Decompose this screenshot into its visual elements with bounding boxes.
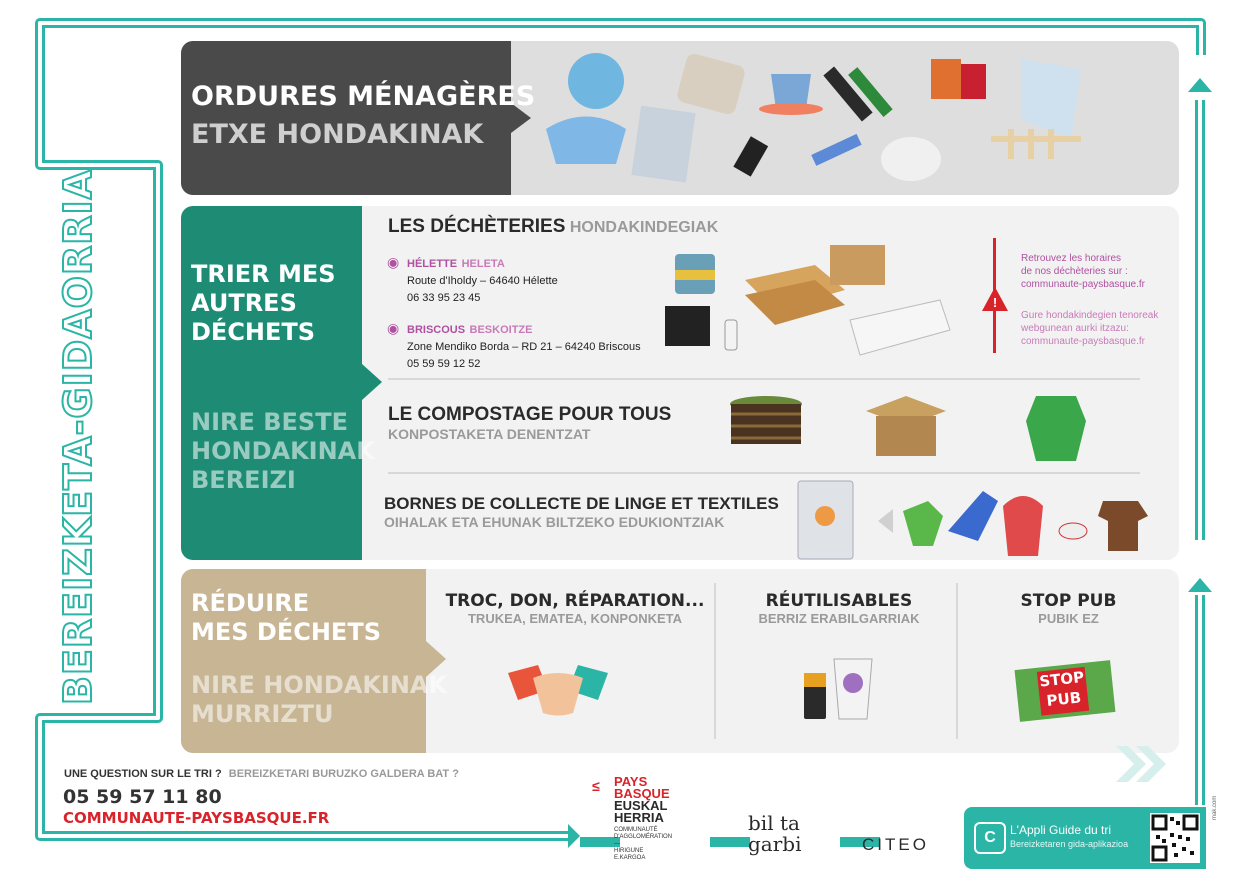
pays-basque-logo: ≤ PAYS BASQUE EUSKAL HERRIA COMMUNAUTÉ D'AGGLOMÉRATION — HIRIGUNE E.KARGOA	[592, 774, 673, 861]
app-title: L'Appli Guide du tri	[1010, 823, 1112, 837]
stop-pub-sticker: STOP PUB	[1015, 660, 1116, 722]
footer-phone: 05 59 57 11 80	[63, 786, 222, 808]
qr-code-icon[interactable]	[1150, 813, 1200, 863]
citeo-logo: CITEO	[862, 835, 929, 854]
location-pin-icon: ◉	[387, 254, 400, 270]
vertical-title: BEREIZKETA-GIDAORRIA	[56, 168, 100, 705]
ordures-label-box	[181, 41, 511, 195]
app-banner[interactable]	[964, 807, 1206, 869]
trier-title-eu: NIRE BESTE HONDAKINAK BEREIZI	[191, 408, 375, 494]
compost-heading: LE COMPOSTAGE POUR TOUS KONPOSTAKETA DENENTZAT	[388, 404, 672, 442]
ordures-title-eu: ETXE HONDAKINAK	[191, 119, 484, 150]
reduire-title-fr: RÉDUIRE MES DÉCHETS	[191, 589, 381, 646]
app-subtitle: Bereizketaren gida-aplikazioa	[1010, 839, 1129, 849]
trier-panel	[181, 206, 1179, 560]
column-divider	[714, 583, 716, 739]
reusable-battery-cup-icon	[799, 653, 879, 723]
ordures-panel	[181, 41, 1179, 195]
col-troc: TROC, DON, RÉPARATION... TRUKEA, EMATEA, KONPONKETA	[445, 591, 705, 626]
chevrons-icon	[1112, 742, 1168, 786]
col-stop-pub: STOP PUB PUBIK EZ	[1020, 591, 1117, 626]
compost-bins-illustration	[726, 386, 1126, 466]
reduire-panel	[181, 569, 1179, 753]
handshake-icon	[503, 653, 613, 723]
decheterie-items-illustration	[665, 240, 965, 370]
footer-website[interactable]: COMMUNAUTE-PAYSBASQUE.FR	[63, 809, 330, 827]
warning-icon	[981, 286, 1009, 312]
question-line: UNE QUESTION SUR LE TRI ? BEREIZKETARI BURUZKO GALDERA BAT ?	[64, 768, 459, 780]
divider	[388, 472, 1140, 474]
site-helette: ◉ HÉLETTE HELETA Route d'Iholdy – 64640 Hélette 06 33 95 23 45	[387, 254, 558, 304]
decheterie-note-eu: Gure hondakindegien tenoreak webgunean aurki itzazu: communaute-paysbasque.fr	[1021, 310, 1159, 347]
reduire-title-eu: NIRE HONDAKINAK MURRIZTU	[191, 671, 448, 728]
app-icon: C	[974, 822, 1006, 854]
column-divider	[956, 583, 958, 739]
location-pin-icon: ◉	[387, 320, 400, 336]
credit-text: mak.com	[1212, 795, 1218, 820]
household-waste-illustration	[541, 49, 1161, 189]
divider	[388, 378, 1140, 380]
decheterie-note-fr: Retrouvez les horaires de nos déchèteries sur : communaute-paysbasque.fr	[1021, 253, 1145, 290]
trier-title-fr: TRIER MES AUTRES DÉCHETS	[191, 260, 336, 346]
svg-text:!: !	[992, 295, 998, 310]
bil-ta-garbi-logo: bil ta garbi	[748, 811, 802, 856]
ordures-title-fr: ORDURES MÉNAGÈRES	[191, 81, 536, 112]
textiles-heading: BORNES DE COLLECTE DE LINGE ET TEXTILES OIHALAK ETA EHUNAK BILTZEKO EDUKIONTZIAK	[384, 494, 779, 530]
site-briscous: ◉ BRISCOUS BESKOITZE Zone Mendiko Borda – RD 21 – 64240 Briscous 05 59 59 12 52	[387, 320, 641, 370]
col-reutilisables: RÉUTILISABLES BERRIZ ERABILGARRIAK	[758, 591, 920, 626]
decheteries-heading: LES DÉCHÈTERIES HONDAKINDEGIAK	[388, 216, 719, 237]
textile-bin-illustration	[793, 476, 1153, 560]
